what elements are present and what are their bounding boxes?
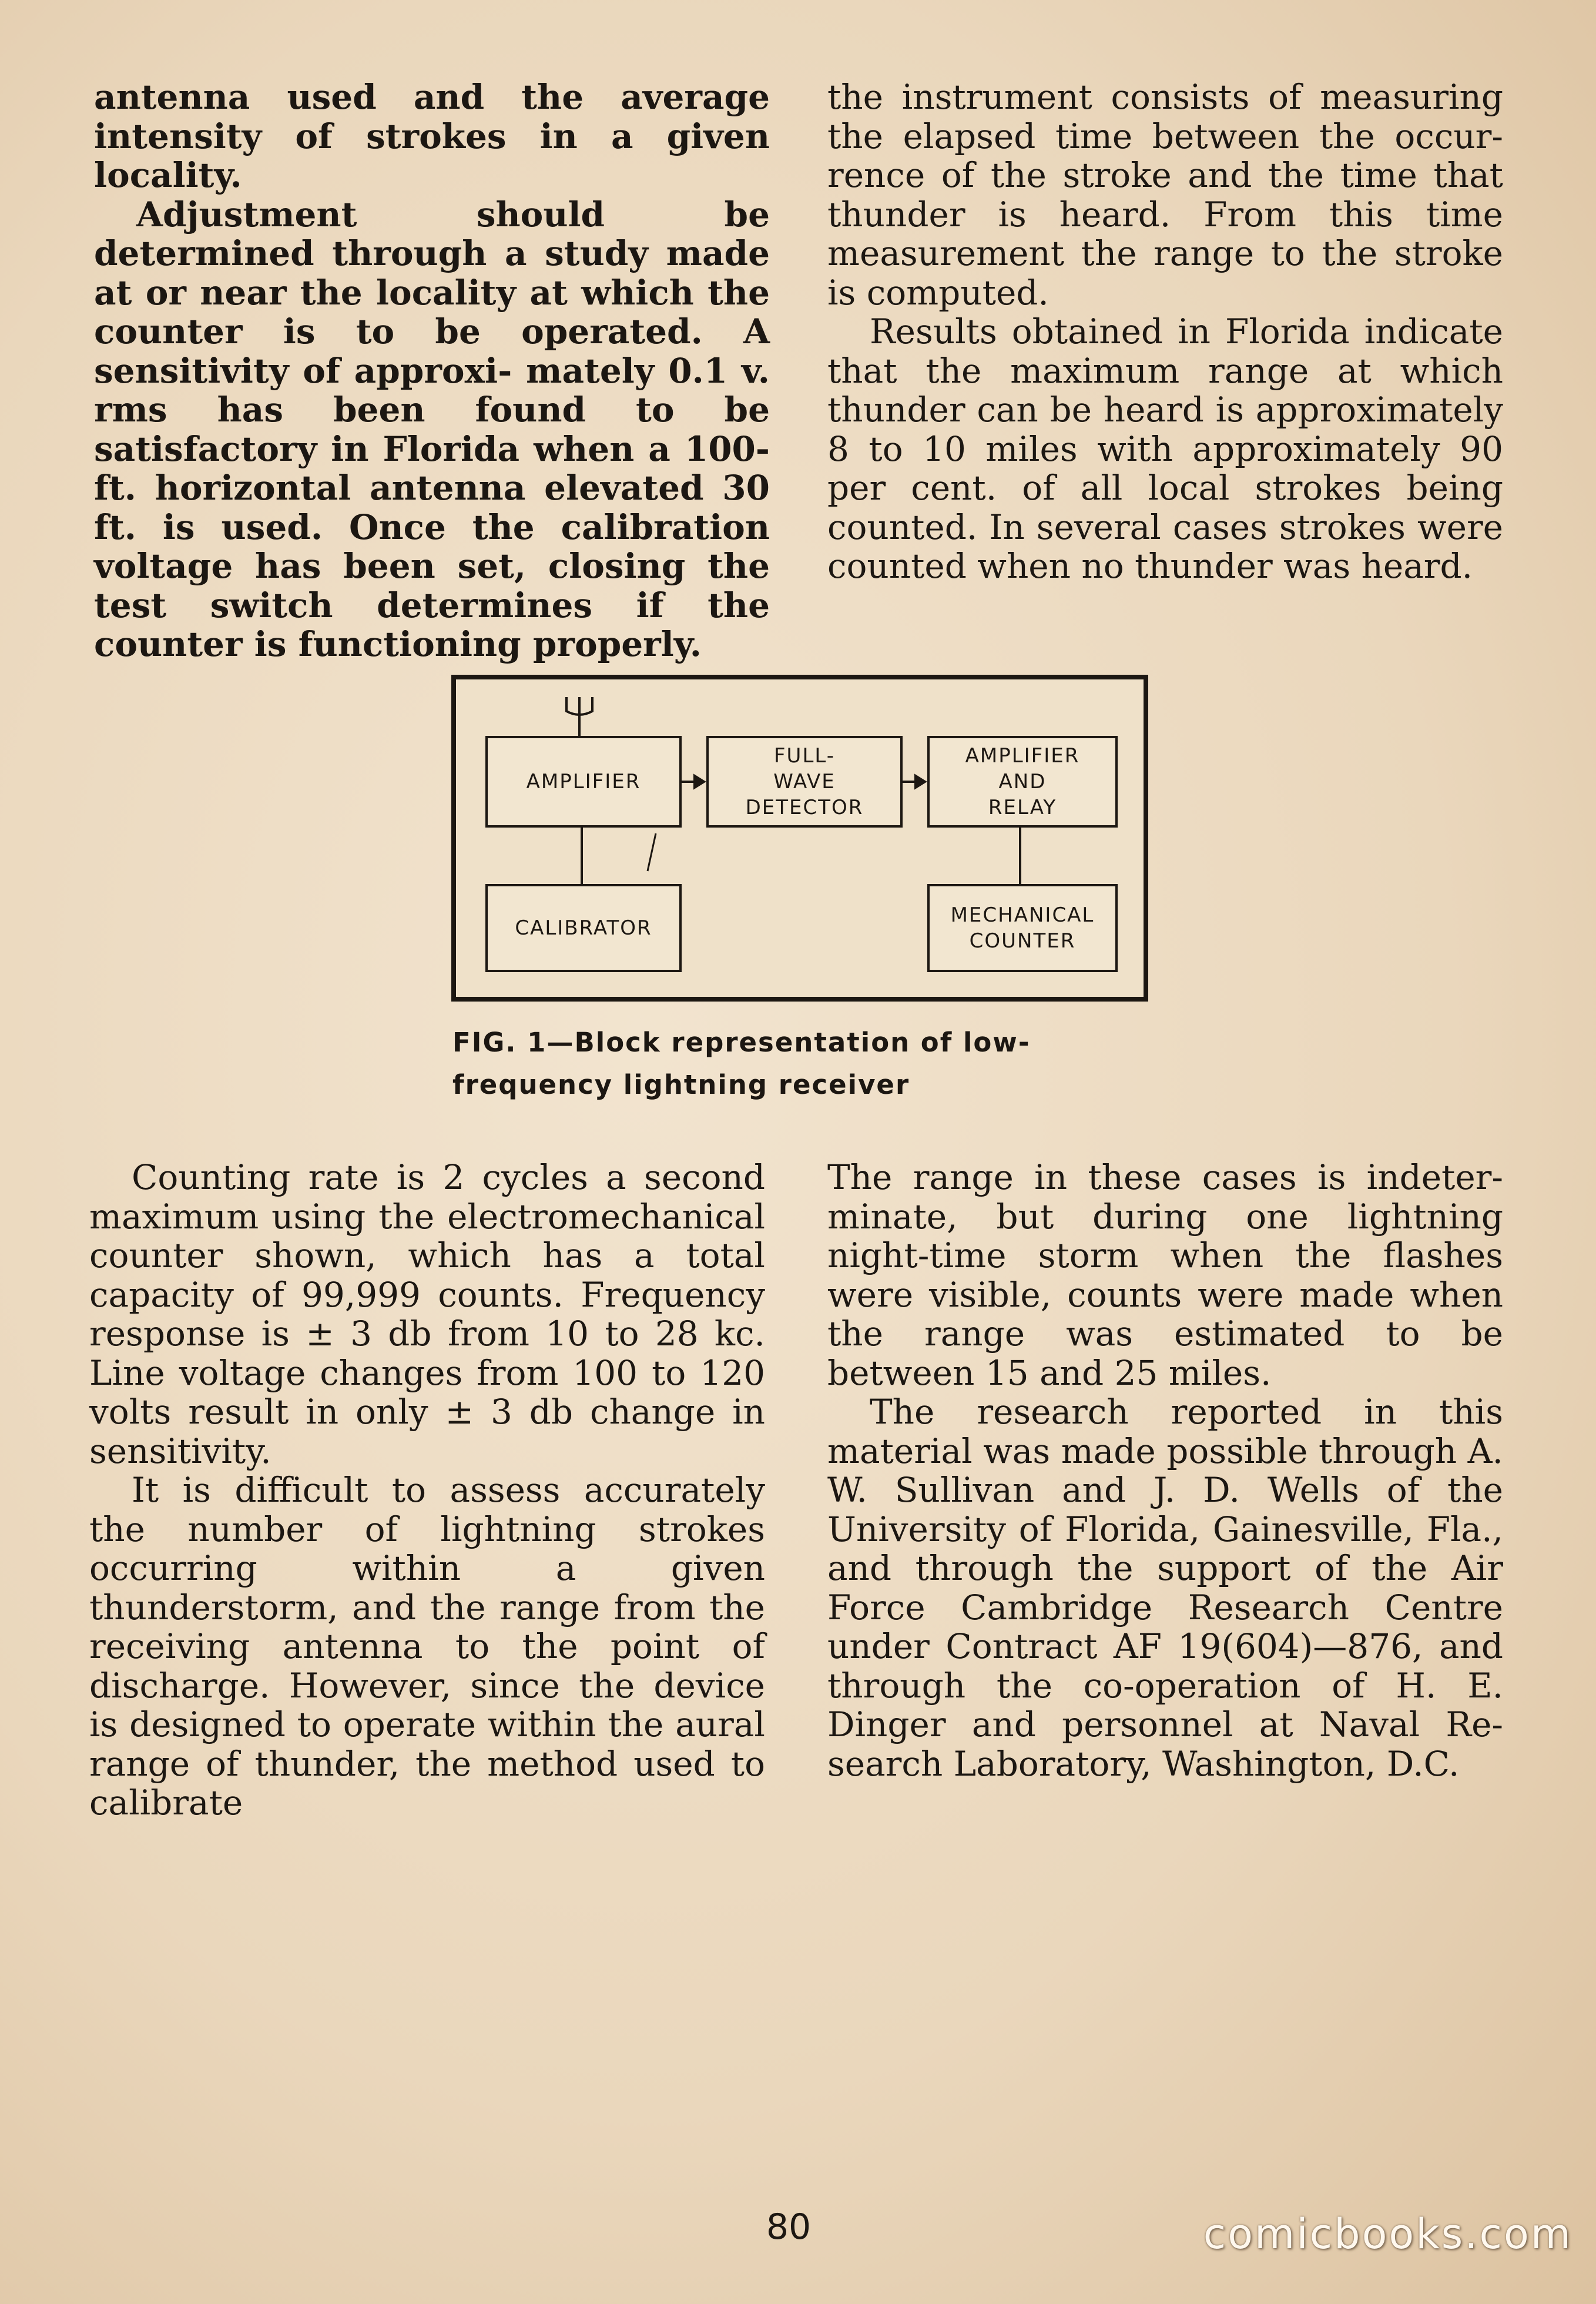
full-wave-detector-block: FULL- WAVE DETECTOR [706, 736, 903, 828]
paragraph: The research reported in this material was made possible through A. W. Sullivan and J. D. Wells of the University of Florida, Gainesville, Fla., and through the support of the Air Force Cambridge Research Centre under Contract AF 19(604)—876, and through the co-operation of H. E. Dinger and personnel at Naval Re- search Laboratory, Washington, D.C. [827, 1392, 1503, 1784]
calibrator-block: CALIBRATOR [485, 884, 682, 972]
amplifier-relay-block: AMPLIFIER AND RELAY [927, 736, 1118, 828]
text-column-top-left [94, 78, 770, 664]
caption-line: FIG. 1—Block representation of low- [452, 1027, 1031, 1058]
amplifier-block: AMPLIFIER [485, 736, 682, 828]
arrow-icon [916, 776, 925, 788]
arrow-icon [695, 776, 704, 788]
text-column-bottom-right [827, 1158, 1503, 1783]
paragraph: Counting rate is 2 cycles a second maximum using the electromechanical counter shown, which has a total capacity of 99,999 counts. Frequency response is ± 3 db from 10 to 28 kc. Line voltage changes from 100 to 120 volts result in only ± 3 db change in sensitivity. [89, 1157, 765, 1471]
paragraph: Adjustment should be determined through a study made at or near the locality at which the counter is to be operated. A sensitivity of approxi- mately 0.1 v. rms has been found to be satisfactory in Florida when a 100-ft. horizontal antenna elevated 30 ft. is used. Once the calibration voltage has been set, closing the test switch determines if the counter is functioning properly. [94, 194, 770, 664]
mechanical-counter-block: MECHANICAL COUNTER [927, 884, 1118, 972]
paragraph: the instrument consists of measuring the elapsed time between the occur- rence of the stroke and the time that thunder is heard. From this time measurement the range to the stroke is computed. [827, 77, 1503, 313]
block-diagram [451, 675, 1148, 1002]
paragraph: The range in these cases is indeter- minate, but during one lightning night-time storm when the flashes were visible, counts were made when the range was estimated to be between 15 and 25 miles. [827, 1157, 1503, 1393]
text-column-top-right [827, 78, 1503, 586]
page-number: 80 [766, 2206, 812, 2248]
watermark-logo: comicbooks.com [1203, 2210, 1572, 2258]
figure-caption [452, 1022, 1216, 1106]
paragraph: antenna used and the average intensity of strokes in a given locality. [94, 77, 770, 195]
text-column-bottom-left [89, 1158, 765, 1823]
paragraph: Results obtained in Florida indicate that the maximum range at which thunder can be heard is approximately 8 to 10 miles with approximately 90 per cent. of all local strokes being counted. In several cases strokes were counted when no thunder was heard. [827, 312, 1503, 586]
paragraph: It is difficult to assess accurately the number of lightning strokes occurring within a given thunderstorm, and the range from the receiving antenna to the point of discharge. However, since the device is designed to operate within the aural range of thunder, the method used to calibrate [89, 1470, 765, 1823]
caption-line: frequency lightning receiver [452, 1069, 910, 1100]
